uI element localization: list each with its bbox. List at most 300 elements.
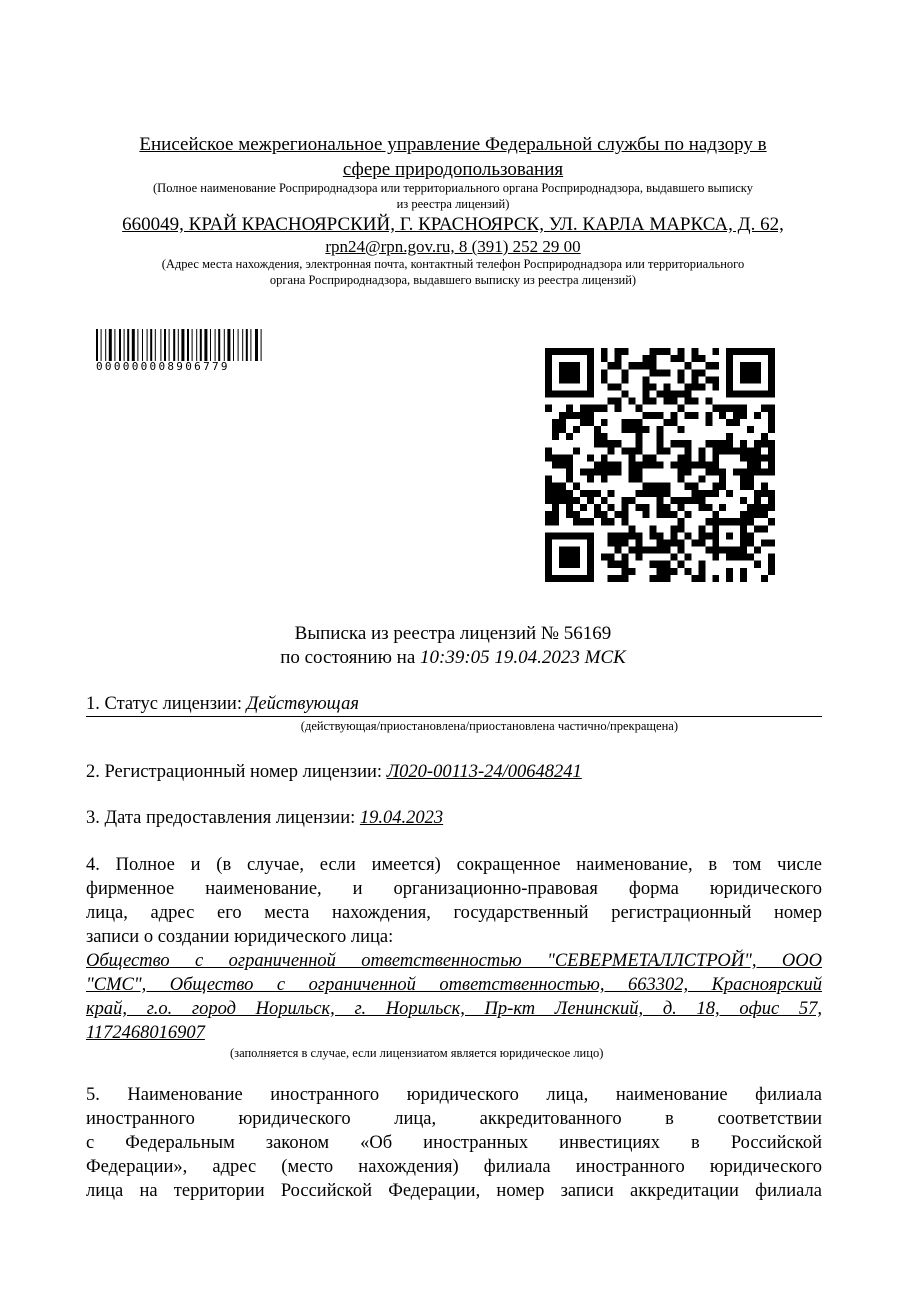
qr-module bbox=[698, 461, 705, 468]
qr-module bbox=[622, 504, 629, 511]
qr-module bbox=[761, 539, 768, 546]
qr-module bbox=[657, 412, 664, 419]
qr-module bbox=[698, 476, 705, 483]
qr-module bbox=[684, 440, 691, 447]
qr-module bbox=[657, 426, 664, 433]
qr-module bbox=[733, 554, 740, 561]
qr-module bbox=[643, 454, 650, 461]
qr-module bbox=[552, 490, 559, 497]
qr-module bbox=[622, 376, 629, 383]
qr-module bbox=[636, 490, 643, 497]
qr-module bbox=[768, 518, 775, 525]
qr-module bbox=[580, 405, 587, 412]
qr-module bbox=[719, 405, 726, 412]
barcode-number: 000000008906779 bbox=[96, 360, 230, 373]
qr-module bbox=[657, 561, 664, 568]
qr-module bbox=[622, 539, 629, 546]
qr-module bbox=[670, 461, 677, 468]
qr-module bbox=[754, 454, 761, 461]
qr-module bbox=[608, 554, 615, 561]
org-note: (заполняется в случае, если лицензиатом является юридическое лицо) bbox=[230, 1046, 604, 1060]
qr-module bbox=[657, 568, 664, 575]
qr-module bbox=[552, 504, 559, 511]
qr-module bbox=[740, 405, 747, 412]
qr-module bbox=[670, 525, 677, 532]
qr-module bbox=[594, 433, 601, 440]
qr-module bbox=[684, 383, 691, 390]
qr-module bbox=[643, 461, 650, 468]
qr-module bbox=[622, 561, 629, 568]
qr-module bbox=[552, 426, 559, 433]
org-label-line2: фирменное наименование, и организационно-правовая форма юридического bbox=[86, 879, 822, 899]
qr-module bbox=[636, 532, 643, 539]
qr-module bbox=[726, 490, 733, 497]
qr-module bbox=[580, 490, 587, 497]
qr-module bbox=[691, 490, 698, 497]
qr-module bbox=[663, 391, 670, 398]
qr-module bbox=[747, 539, 754, 546]
qr-module bbox=[657, 440, 664, 447]
qr-module bbox=[601, 419, 608, 426]
qr-module bbox=[705, 547, 712, 554]
authority-name-line2: сфере природопользования bbox=[342, 159, 564, 180]
qr-module bbox=[615, 469, 622, 476]
qr-module bbox=[608, 561, 615, 568]
qr-module bbox=[719, 440, 726, 447]
qr-module bbox=[629, 461, 636, 468]
qr-module bbox=[677, 504, 684, 511]
org-label-line1: 4. Полное и (в случае, если имеется) сокращенное наименование, в том числе bbox=[86, 855, 822, 875]
qr-module bbox=[580, 412, 587, 419]
qr-module bbox=[677, 440, 684, 447]
qr-module bbox=[677, 469, 684, 476]
qr-module bbox=[663, 511, 670, 518]
qr-module bbox=[601, 348, 608, 355]
qr-module bbox=[622, 419, 629, 426]
qr-module bbox=[636, 554, 643, 561]
qr-module bbox=[587, 412, 594, 419]
qr-module bbox=[712, 362, 719, 369]
qr-module bbox=[650, 348, 657, 355]
qr-module bbox=[754, 511, 761, 518]
qr-module bbox=[768, 561, 775, 568]
qr-module bbox=[747, 511, 754, 518]
qr-finder-center bbox=[740, 362, 761, 383]
barcode-bar bbox=[227, 329, 230, 361]
qr-module bbox=[650, 547, 657, 554]
barcode-bar bbox=[137, 329, 138, 361]
qr-module bbox=[643, 490, 650, 497]
qr-module bbox=[650, 369, 657, 376]
qr-module bbox=[740, 497, 747, 504]
qr-module bbox=[566, 461, 573, 468]
qr-module bbox=[705, 362, 712, 369]
qr-module bbox=[747, 518, 754, 525]
qr-module bbox=[691, 412, 698, 419]
barcode-bar bbox=[255, 329, 258, 361]
qr-module bbox=[615, 398, 622, 405]
qr-module bbox=[608, 447, 615, 454]
qr-module bbox=[636, 362, 643, 369]
qr-module bbox=[754, 490, 761, 497]
barcode-bar bbox=[160, 329, 161, 361]
qr-module bbox=[691, 575, 698, 582]
qr-module bbox=[712, 405, 719, 412]
qr-module bbox=[587, 497, 594, 504]
qr-module bbox=[622, 518, 629, 525]
license-regnum-value: Л020-00113-24/00648241 bbox=[386, 762, 582, 782]
qr-module bbox=[719, 483, 726, 490]
qr-module bbox=[740, 511, 747, 518]
qr-module bbox=[566, 476, 573, 483]
qr-module bbox=[761, 433, 768, 440]
qr-module bbox=[740, 440, 747, 447]
qr-module bbox=[566, 412, 573, 419]
barcode-bar bbox=[96, 329, 98, 361]
qr-module bbox=[663, 504, 670, 511]
qr-module bbox=[684, 447, 691, 454]
qr-module bbox=[573, 483, 580, 490]
qr-module bbox=[545, 490, 552, 497]
qr-module bbox=[601, 454, 608, 461]
qr-module bbox=[629, 398, 636, 405]
barcode-image bbox=[96, 329, 308, 361]
qr-module bbox=[552, 419, 559, 426]
qr-module bbox=[705, 461, 712, 468]
qr-module bbox=[608, 398, 615, 405]
qr-module bbox=[587, 405, 594, 412]
qr-module bbox=[629, 419, 636, 426]
barcode-bar bbox=[178, 329, 179, 361]
qr-module bbox=[601, 355, 608, 362]
barcode-bar bbox=[105, 329, 106, 361]
qr-module bbox=[698, 355, 705, 362]
qr-module bbox=[677, 476, 684, 483]
qr-module bbox=[705, 490, 712, 497]
qr-module bbox=[691, 483, 698, 490]
qr-module bbox=[657, 490, 664, 497]
foreign-label-line4: Федерации», адрес (место нахождения) филиала иностранного юридического bbox=[86, 1157, 822, 1177]
qr-module bbox=[636, 426, 643, 433]
qr-module bbox=[663, 398, 670, 405]
qr-module bbox=[615, 362, 622, 369]
qr-module bbox=[643, 391, 650, 398]
qr-module bbox=[636, 547, 643, 554]
qr-module bbox=[754, 440, 761, 447]
qr-module bbox=[698, 383, 705, 390]
qr-module bbox=[677, 391, 684, 398]
qr-module bbox=[559, 412, 566, 419]
qr-module bbox=[615, 355, 622, 362]
qr-module bbox=[670, 497, 677, 504]
qr-align-center bbox=[726, 532, 733, 539]
authority-contacts-line: rpn24@rpn.gov.ru, 8 (391) 252 29 00 bbox=[325, 237, 581, 256]
qr-module bbox=[705, 469, 712, 476]
qr-module bbox=[761, 511, 768, 518]
qr-module bbox=[622, 575, 629, 582]
qr-module bbox=[594, 405, 601, 412]
qr-module bbox=[636, 440, 643, 447]
qr-module bbox=[629, 547, 636, 554]
extract-title: Выписка из реестра лицензий № 56169 bbox=[294, 623, 612, 644]
barcode-bar bbox=[200, 329, 202, 361]
address-note-line2: органа Росприроднадзора, выдавшего выписку из реестра лицензий) bbox=[269, 273, 637, 287]
barcode-bar bbox=[215, 329, 216, 361]
barcode-bar bbox=[187, 329, 189, 361]
qr-module bbox=[705, 412, 712, 419]
qr-module bbox=[747, 483, 754, 490]
qr-module bbox=[629, 426, 636, 433]
qr-module bbox=[650, 398, 657, 405]
qr-module bbox=[684, 497, 691, 504]
qr-module bbox=[608, 539, 615, 546]
qr-module bbox=[587, 490, 594, 497]
qr-module bbox=[657, 391, 664, 398]
qr-module bbox=[719, 469, 726, 476]
qr-module bbox=[636, 461, 643, 468]
qr-module bbox=[629, 568, 636, 575]
qr-module bbox=[608, 504, 615, 511]
qr-module bbox=[601, 497, 608, 504]
qr-module bbox=[747, 447, 754, 454]
qr-module bbox=[615, 532, 622, 539]
qr-module bbox=[747, 504, 754, 511]
qr-module bbox=[594, 461, 601, 468]
qr-module bbox=[608, 490, 615, 497]
foreign-label-line2: иностранного юридического лица, аккредитованного в соответствии bbox=[86, 1109, 822, 1129]
authority-note-line1: (Полное наименование Росприроднадзора или территориального органа Росприроднадзора, выдавшего выписку bbox=[153, 181, 753, 195]
qr-module bbox=[761, 490, 768, 497]
qr-module bbox=[684, 469, 691, 476]
qr-module bbox=[552, 483, 559, 490]
qr-module bbox=[615, 348, 622, 355]
qr-module bbox=[733, 419, 740, 426]
qr-module bbox=[657, 369, 664, 376]
barcode-bar bbox=[261, 329, 262, 361]
qr-module bbox=[643, 398, 650, 405]
qr-module bbox=[663, 447, 670, 454]
qr-module bbox=[545, 454, 552, 461]
qr-module bbox=[712, 575, 719, 582]
qr-module bbox=[768, 490, 775, 497]
qr-module bbox=[636, 469, 643, 476]
qr-module bbox=[650, 454, 657, 461]
qr-module bbox=[754, 525, 761, 532]
qr-module bbox=[677, 454, 684, 461]
qr-module bbox=[636, 405, 643, 412]
qr-module bbox=[712, 454, 719, 461]
license-status-note: (действующая/приостановлена/приостановлена частично/прекращена) bbox=[300, 719, 678, 733]
qr-module bbox=[670, 568, 677, 575]
qr-module bbox=[615, 461, 622, 468]
qr-module bbox=[587, 469, 594, 476]
qr-module bbox=[719, 447, 726, 454]
qr-module bbox=[594, 490, 601, 497]
qr-module bbox=[670, 412, 677, 419]
qr-module bbox=[705, 504, 712, 511]
barcode-bar bbox=[164, 329, 166, 361]
qr-module bbox=[559, 490, 566, 497]
qr-module bbox=[677, 405, 684, 412]
qr-module bbox=[691, 355, 698, 362]
qr-module bbox=[545, 497, 552, 504]
qr-module bbox=[712, 440, 719, 447]
qr-module bbox=[657, 504, 664, 511]
qr-module bbox=[643, 355, 650, 362]
qr-module bbox=[677, 561, 684, 568]
qr-module bbox=[650, 532, 657, 539]
extract-date-prefix: по состоянию на bbox=[280, 647, 421, 668]
qr-module bbox=[761, 575, 768, 582]
qr-module bbox=[740, 575, 747, 582]
qr-module bbox=[677, 426, 684, 433]
qr-module bbox=[698, 561, 705, 568]
qr-module bbox=[768, 454, 775, 461]
qr-module bbox=[622, 497, 629, 504]
qr-module bbox=[684, 391, 691, 398]
qr-module bbox=[740, 568, 747, 575]
qr-module bbox=[733, 447, 740, 454]
qr-module bbox=[691, 376, 698, 383]
qr-module bbox=[726, 433, 733, 440]
qr-module bbox=[677, 348, 684, 355]
qr-module bbox=[629, 532, 636, 539]
foreign-label-line5: лица на территории Российской Федерации, номер записи аккредитации филиала bbox=[86, 1181, 822, 1201]
qr-module bbox=[684, 554, 691, 561]
qr-module bbox=[580, 504, 587, 511]
qr-module bbox=[566, 511, 573, 518]
qr-module bbox=[615, 440, 622, 447]
qr-module bbox=[663, 547, 670, 554]
org-value-line3: край, г.о. город Норильск, г. Норильск, Пр-кт Ленинский, д. 18, офис 57, bbox=[86, 999, 822, 1019]
qr-module bbox=[545, 405, 552, 412]
qr-module bbox=[719, 476, 726, 483]
qr-module bbox=[643, 483, 650, 490]
qr-module bbox=[629, 447, 636, 454]
qr-module bbox=[657, 483, 664, 490]
qr-module bbox=[712, 383, 719, 390]
qr-module bbox=[615, 383, 622, 390]
qr-module bbox=[552, 433, 559, 440]
qr-module bbox=[587, 518, 594, 525]
qr-module bbox=[761, 440, 768, 447]
qr-module bbox=[601, 511, 608, 518]
qr-module bbox=[636, 419, 643, 426]
qr-module bbox=[566, 454, 573, 461]
qr-module bbox=[587, 419, 594, 426]
qr-module bbox=[684, 412, 691, 419]
qr-module bbox=[761, 504, 768, 511]
barcode-bar bbox=[210, 329, 211, 361]
qr-module bbox=[650, 362, 657, 369]
qr-module bbox=[677, 525, 684, 532]
qr-module bbox=[601, 405, 608, 412]
qr-module bbox=[559, 426, 566, 433]
qr-module bbox=[761, 525, 768, 532]
qr-module bbox=[615, 511, 622, 518]
qr-module bbox=[754, 497, 761, 504]
qr-module bbox=[629, 525, 636, 532]
barcode-bar bbox=[127, 329, 129, 361]
qr-module bbox=[761, 454, 768, 461]
qr-module bbox=[705, 532, 712, 539]
qr-module bbox=[601, 518, 608, 525]
qr-module bbox=[691, 461, 698, 468]
qr-module bbox=[663, 383, 670, 390]
qr-module bbox=[698, 525, 705, 532]
extract-timestamp: 10:39:05 19.04.2023 МСК bbox=[420, 647, 626, 668]
qr-module bbox=[712, 490, 719, 497]
license-status-value: Действующая bbox=[246, 694, 359, 714]
qr-module bbox=[740, 454, 747, 461]
qr-module bbox=[622, 447, 629, 454]
qr-module bbox=[761, 469, 768, 476]
barcode-bar bbox=[132, 329, 135, 361]
barcode-bar bbox=[169, 329, 170, 361]
qr-module bbox=[768, 539, 775, 546]
barcode-bar bbox=[250, 329, 251, 361]
barcode-bar bbox=[109, 329, 112, 361]
barcode-bar bbox=[124, 329, 125, 361]
qr-module bbox=[608, 362, 615, 369]
qr-module bbox=[747, 469, 754, 476]
qr-module bbox=[559, 497, 566, 504]
qr-module bbox=[712, 348, 719, 355]
qr-module bbox=[566, 469, 573, 476]
barcode-bar bbox=[147, 329, 148, 361]
qr-module bbox=[636, 504, 643, 511]
qr-module bbox=[657, 539, 664, 546]
barcode-bar bbox=[204, 329, 207, 361]
qr-module bbox=[657, 433, 664, 440]
qr-module bbox=[740, 554, 747, 561]
qr-module bbox=[733, 469, 740, 476]
qr-module bbox=[684, 362, 691, 369]
qr-module bbox=[670, 419, 677, 426]
barcode-bar bbox=[101, 329, 102, 361]
org-value-line2: "СМС", Общество с ограниченной ответственностью, 663302, Красноярский bbox=[86, 975, 822, 995]
qr-module bbox=[726, 554, 733, 561]
qr-module bbox=[559, 483, 566, 490]
license-status-row bbox=[86, 692, 822, 717]
barcode-bar bbox=[114, 329, 115, 361]
qr-module bbox=[545, 483, 552, 490]
qr-module bbox=[608, 461, 615, 468]
qr-module bbox=[663, 369, 670, 376]
qr-module bbox=[740, 483, 747, 490]
qr-module bbox=[747, 554, 754, 561]
qr-module bbox=[768, 497, 775, 504]
qr-module bbox=[663, 483, 670, 490]
qr-module bbox=[601, 433, 608, 440]
qr-module bbox=[719, 412, 726, 419]
qr-module bbox=[650, 575, 657, 582]
qr-module bbox=[657, 461, 664, 468]
qr-module bbox=[768, 469, 775, 476]
qr-module bbox=[566, 504, 573, 511]
qr-module bbox=[594, 504, 601, 511]
qr-module bbox=[768, 568, 775, 575]
qr-module bbox=[712, 483, 719, 490]
qr-module bbox=[601, 461, 608, 468]
qr-module bbox=[726, 440, 733, 447]
qr-module bbox=[622, 554, 629, 561]
qr-module bbox=[622, 568, 629, 575]
qr-module bbox=[657, 447, 664, 454]
qr-module bbox=[754, 412, 761, 419]
qr-module bbox=[670, 440, 677, 447]
qr-module bbox=[670, 511, 677, 518]
